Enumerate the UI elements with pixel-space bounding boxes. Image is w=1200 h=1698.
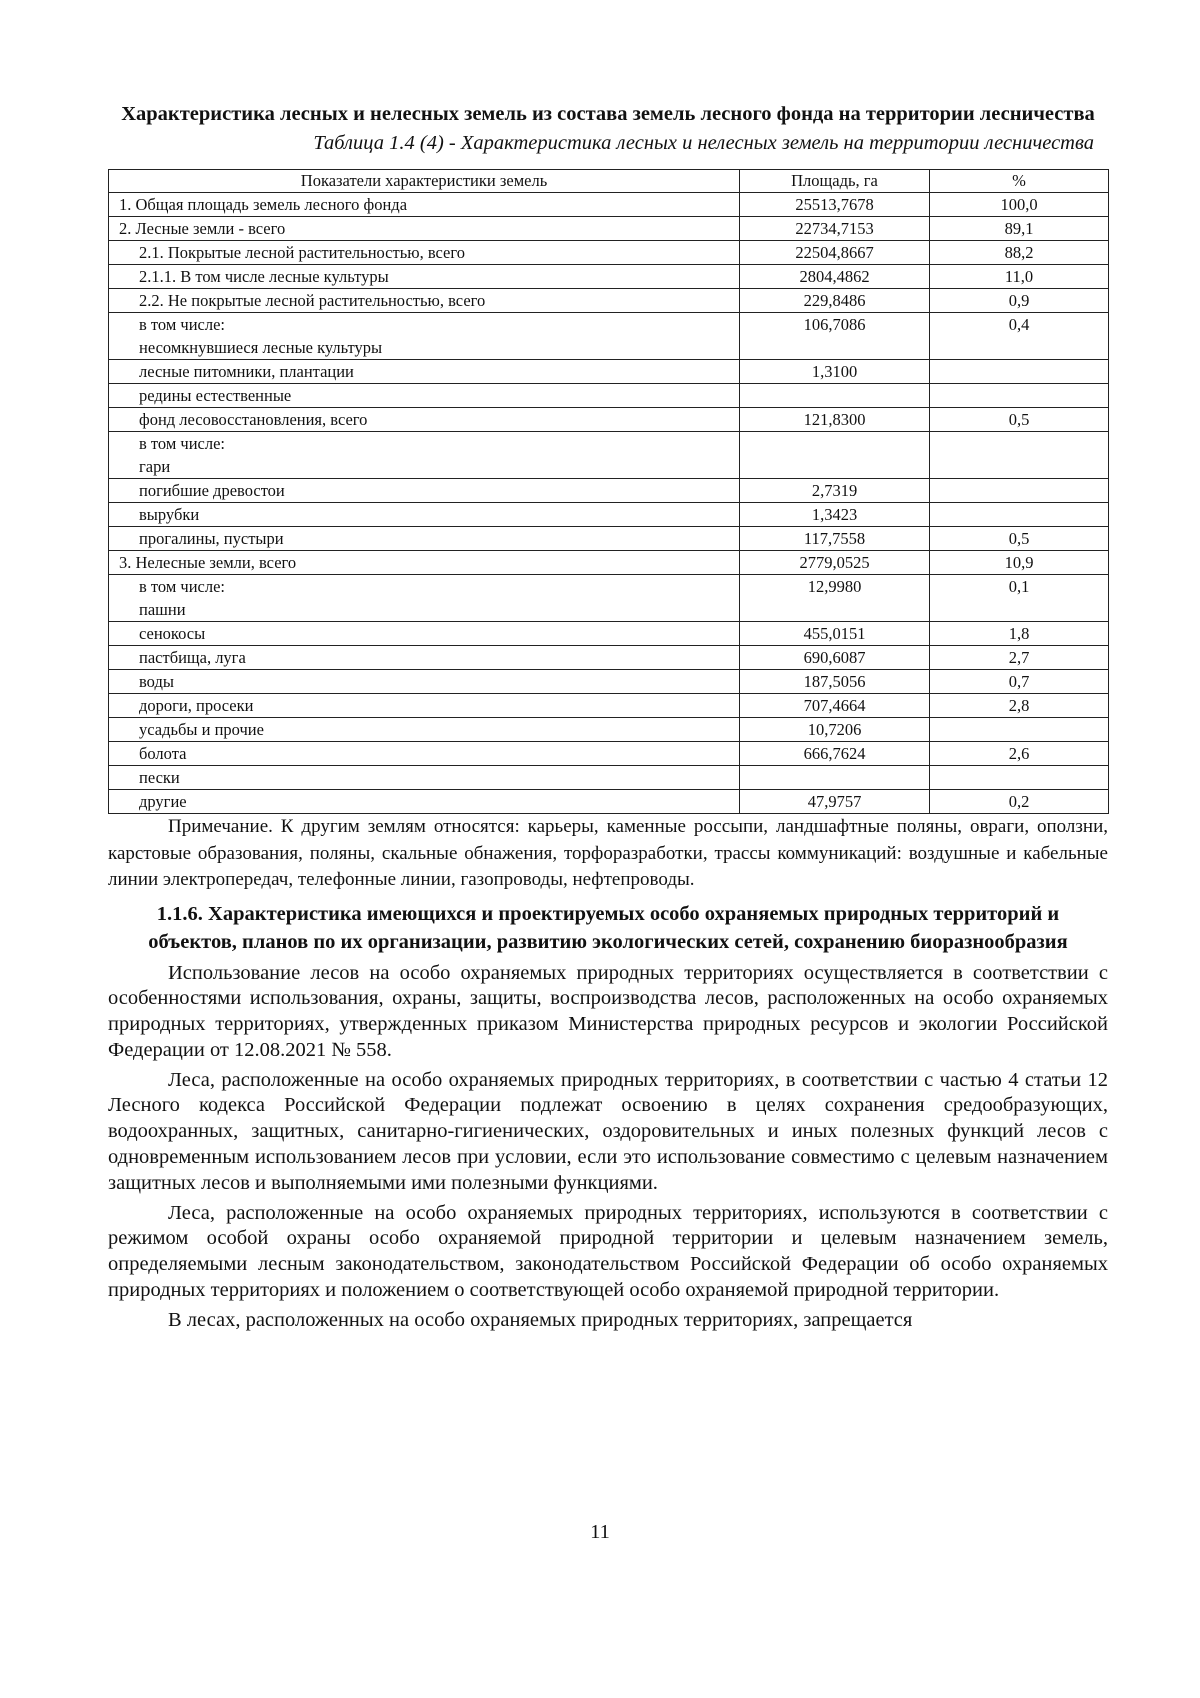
row-label: 2. Лесные земли - всего: [109, 217, 740, 241]
table-row: [109, 193, 1109, 217]
table-row: [109, 766, 1109, 790]
row-area: 121,8300: [740, 408, 930, 432]
row-area: 117,7558: [740, 527, 930, 551]
row-label: 2.1. Покрытые лесной растительностью, всего: [109, 241, 740, 265]
row-label: прогалины, пустыри: [109, 527, 740, 551]
table-row: [109, 289, 1109, 313]
section-title: 1.1.6. Характеристика имеющихся и проектируемых особо охраняемых природных территорий и объектов, планов по их организации, развитию экологических сетей, сохранению биоразнообразия: [148, 902, 1068, 953]
table-row: [109, 646, 1109, 670]
row-area: 229,8486: [740, 289, 930, 313]
row-percent: 0,5: [930, 408, 1109, 432]
row-percent: 2,6: [930, 742, 1109, 766]
row-area: 1,3423: [740, 503, 930, 527]
row-label: вырубки: [109, 503, 740, 527]
document-page: [108, 100, 1108, 1338]
row-area: 666,7624: [740, 742, 930, 766]
row-percent: 0,4: [930, 313, 1109, 360]
table-row: [109, 575, 1109, 622]
row-percent: 0,9: [930, 289, 1109, 313]
row-label: 2.2. Не покрытые лесной растительностью, всего: [109, 289, 740, 313]
header-area: Площадь, га: [740, 170, 930, 193]
header-indicator: Показатели характеристики земель: [109, 170, 740, 193]
table-caption: Таблица 1.4 (4) - Характеристика лесных и нелесных земель на территории лесничества: [313, 132, 1094, 154]
table-row: [109, 217, 1109, 241]
row-percent: 100,0: [930, 193, 1109, 217]
row-area: 2779,0525: [740, 551, 930, 575]
header-percent: %: [930, 170, 1109, 193]
row-area: 2,7319: [740, 479, 930, 503]
table-row: [109, 694, 1109, 718]
table-row: [109, 360, 1109, 384]
row-percent: 0,2: [930, 790, 1109, 814]
row-area: 22504,8667: [740, 241, 930, 265]
row-area: 2804,4862: [740, 265, 930, 289]
table-row: [109, 527, 1109, 551]
row-label: болота: [109, 742, 740, 766]
row-percent: 0,1: [930, 575, 1109, 622]
table-row: [109, 790, 1109, 814]
row-label: 2.1.1. В том числе лесные культуры: [109, 265, 740, 289]
land-characteristics-table: [108, 169, 1109, 814]
paragraph-3: Леса, расположенные на особо охраняемых природных территориях, используются в соответствии с режимом особой охраны особо охраняемой природной территории и целевым назначением земель, определяемыми лесным законодательством, законодательством Российской Федерации об особо охраняемых природных территориях и положением о соответствующей особо охраняемой природной территории.: [108, 1201, 1108, 1302]
row-label: другие: [109, 790, 740, 814]
row-percent: [930, 718, 1109, 742]
row-label: в том числе: пашни: [109, 575, 740, 622]
row-area: 455,0151: [740, 622, 930, 646]
row-area: 707,4664: [740, 694, 930, 718]
row-percent: [930, 766, 1109, 790]
table-row: [109, 241, 1109, 265]
table-header-row: [109, 170, 1109, 193]
row-area: 25513,7678: [740, 193, 930, 217]
row-label: пастбища, луга: [109, 646, 740, 670]
row-label: в том числе: несомкнувшиеся лесные культуры: [109, 313, 740, 360]
row-area: 187,5056: [740, 670, 930, 694]
paragraph-1: Использование лесов на особо охраняемых природных территориях осуществляется в соответствии с особенностями использования, охраны, защиты, воспроизводства лесов, расположенных на особо охраняемых природных территориях, утвержденных приказом Министерства природных ресурсов и экологии Российской Федерации от 12.08.2021 № 558.: [108, 961, 1108, 1061]
table-row: [109, 313, 1109, 360]
table-row: [109, 384, 1109, 408]
table-row: [109, 718, 1109, 742]
row-percent: 89,1: [930, 217, 1109, 241]
row-label: погибшие древостои: [109, 479, 740, 503]
row-area: 1,3100: [740, 360, 930, 384]
row-percent: 1,8: [930, 622, 1109, 646]
row-area: 10,7206: [740, 718, 930, 742]
row-label: фонд лесовосстановления, всего: [109, 408, 740, 432]
row-area: 690,6087: [740, 646, 930, 670]
row-area: [740, 384, 930, 408]
table-row: [109, 432, 1109, 479]
paragraph-2: Леса, расположенные на особо охраняемых природных территориях, в соответствии с частью 4 статьи 12 Лесного кодекса Российской Федерации подлежат освоению в целях сохранения средообразующих, водоохранных, защитных, санитарно-гигиенических, оздоровительных и иных полезных функций лесов с одновременным использованием лесов при условии, если это использование совместимо с целевым назначением защитных лесов и выполняемыми ими полезными функциями.: [108, 1068, 1108, 1194]
table-row: [109, 265, 1109, 289]
row-percent: 2,8: [930, 694, 1109, 718]
row-label: лесные питомники, плантации: [109, 360, 740, 384]
row-percent: [930, 503, 1109, 527]
table-body: [109, 193, 1109, 814]
paragraph-4: В лесах, расположенных на особо охраняемых природных территориях, запрещается: [168, 1308, 913, 1331]
table-row: [109, 503, 1109, 527]
row-area: 22734,7153: [740, 217, 930, 241]
row-percent: 88,2: [930, 241, 1109, 265]
document-heading: Характеристика лесных и нелесных земель из состава земель лесного фонда на территории лесничества: [121, 103, 1095, 125]
row-percent: [930, 479, 1109, 503]
row-percent: [930, 384, 1109, 408]
row-percent: [930, 432, 1109, 479]
row-label: в том числе: гари: [109, 432, 740, 479]
row-area: [740, 766, 930, 790]
page-number: 11: [590, 1521, 610, 1543]
row-label: 1. Общая площадь земель лесного фонда: [109, 193, 740, 217]
row-area: 12,9980: [740, 575, 930, 622]
row-percent: [930, 360, 1109, 384]
table-row: [109, 408, 1109, 432]
row-label: воды: [109, 670, 740, 694]
row-label: пески: [109, 766, 740, 790]
row-percent: 0,7: [930, 670, 1109, 694]
row-percent: 10,9: [930, 551, 1109, 575]
table-row: [109, 479, 1109, 503]
row-area: 106,7086: [740, 313, 930, 360]
table-row: [109, 551, 1109, 575]
row-area: [740, 432, 930, 479]
row-percent: 11,0: [930, 265, 1109, 289]
table-row: [109, 670, 1109, 694]
row-label: сенокосы: [109, 622, 740, 646]
row-area: 47,9757: [740, 790, 930, 814]
row-percent: 0,5: [930, 527, 1109, 551]
row-percent: 2,7: [930, 646, 1109, 670]
row-label: дороги, просеки: [109, 694, 740, 718]
row-label: усадьбы и прочие: [109, 718, 740, 742]
table-note: Примечание. К другим землям относятся: карьеры, каменные россыпи, ландшафтные поляны, овраги, оползни, карстовые образования, поляны, скальные обнажения, торфоразработки, трассы коммуникаций: воздушные и кабельные линии электропередач, телефонные линии, газопроводы, нефтепроводы.: [108, 816, 1108, 890]
row-label: 3. Нелесные земли, всего: [109, 551, 740, 575]
table-row: [109, 622, 1109, 646]
row-label: редины естественные: [109, 384, 740, 408]
table-row: [109, 742, 1109, 766]
